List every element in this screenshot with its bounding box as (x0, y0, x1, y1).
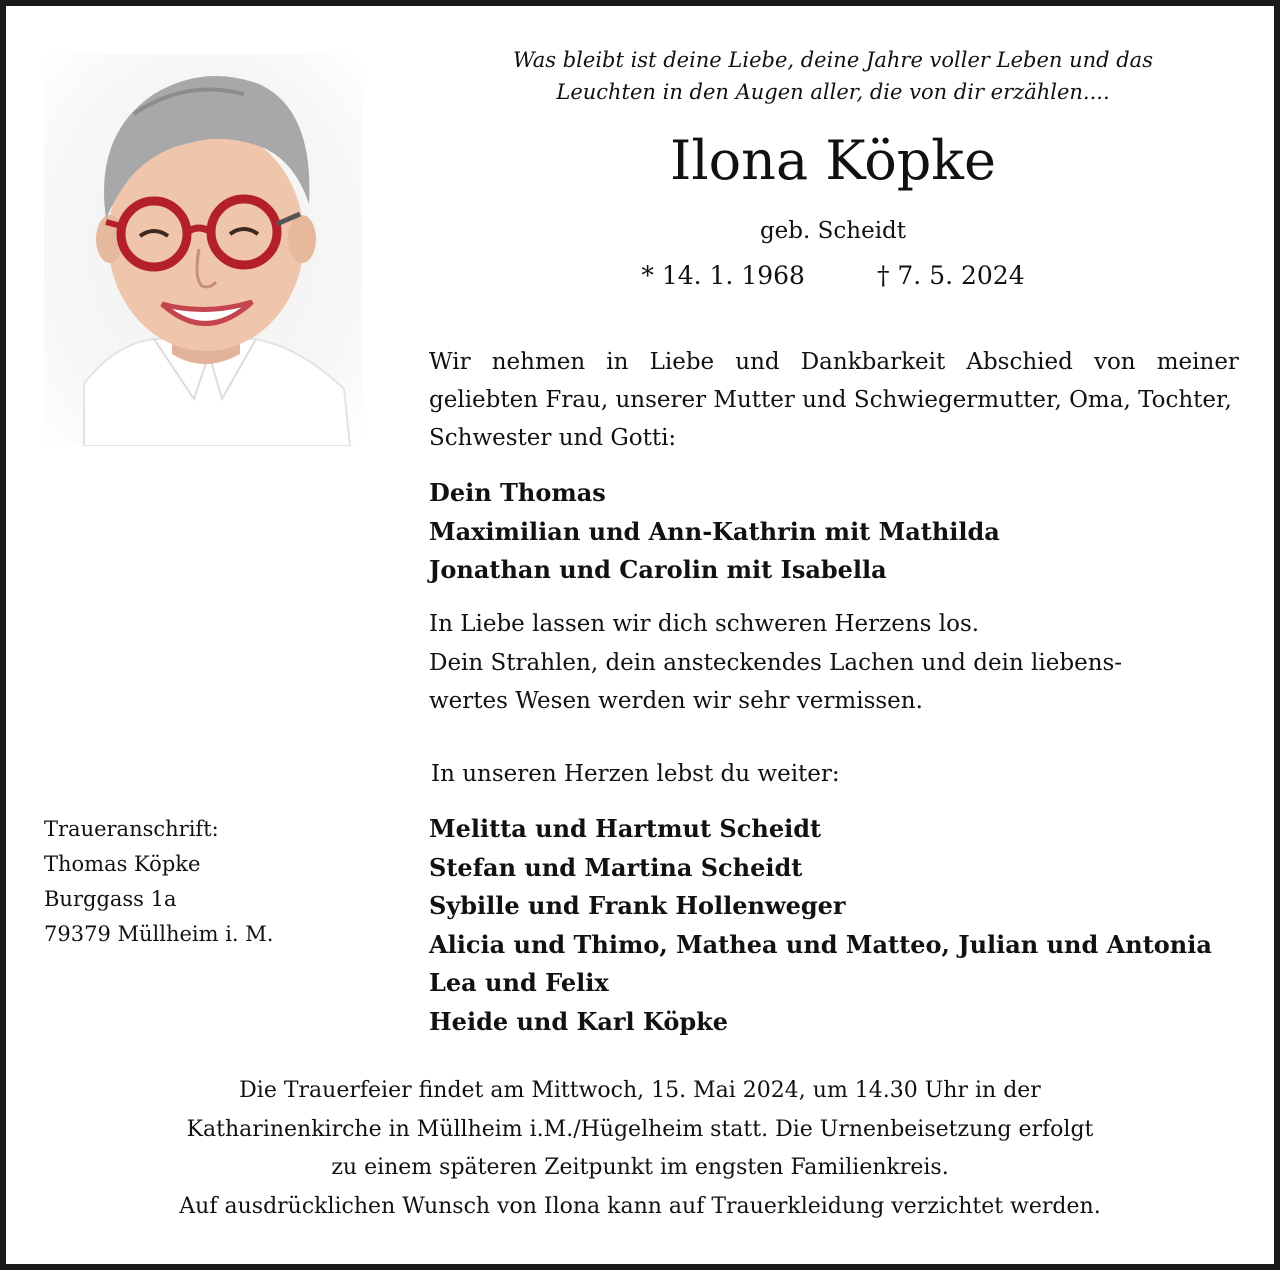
intro-word: Wir (429, 349, 471, 375)
family-entry: Stefan und Martina Scheidt (429, 852, 803, 882)
motto-quote (440, 44, 1226, 108)
life-dates (440, 258, 1226, 294)
family-entry: Jonathan und Carolin mit Isabella (429, 555, 887, 584)
family-list-close (429, 474, 1249, 590)
birth-name: geb. Scheidt (759, 218, 907, 244)
address-street: Burggass 1a (44, 887, 177, 911)
footer-line-2: Katharinenkirche in Müllheim i.M./Hügelheim statt. Die Urnenbeisetzung erfolgt (186, 1116, 1094, 1142)
intro-word: von (1093, 349, 1136, 375)
address-label: Traueranschrift: (44, 817, 219, 841)
motto-line-2: Leuchten in den Augen aller, die von dir erzählen.... (556, 80, 1110, 104)
family-entry: Lea und Felix (429, 968, 609, 997)
mourning-address (44, 812, 374, 952)
intro-paragraph (429, 343, 1239, 457)
family-entry: Maximilian und Ann-Kathrin mit Mathilda (429, 516, 1000, 546)
footer-line-1: Die Trauerfeier findet am Mittwoch, 15. Mai 2024, um 14.30 Uhr in der (239, 1078, 1041, 1103)
address-name: Thomas Köpke (44, 852, 201, 876)
farewell-line-1: In Liebe lassen wir dich schweren Herzens los. (429, 611, 980, 637)
intro-line-2: geliebten Frau, unserer Mutter und Schwiegermutter, Oma, Tochter, (429, 387, 1232, 413)
portrait-illustration (44, 54, 362, 446)
family-entry: Melitta und Hartmut Scheidt (429, 814, 822, 843)
intro-word: in (606, 349, 629, 375)
portrait-photo (44, 54, 362, 446)
intro-line-1 (429, 343, 1239, 381)
farewell-line-3: wertes Wesen werden wir sehr vermissen. (429, 688, 923, 714)
family-list-extended (429, 810, 1249, 1041)
family-entry: Dein Thomas (429, 478, 606, 507)
funeral-notice (60, 1072, 1220, 1226)
address-city: 79379 Müllheim i. M. (44, 922, 274, 946)
footer-line-4: Auf ausdrücklichen Wunsch von Ilona kann auf Trauerkleidung verzichtet werden. (179, 1193, 1101, 1219)
death-date: † 7. 5. 2024 (876, 261, 1025, 290)
farewell-line-2: Dein Strahlen, dein ansteckendes Lachen und dein liebens- (429, 649, 1123, 676)
intro-word: Dankbarkeit (800, 349, 946, 375)
deceased-name: Ilona Köpke (670, 129, 996, 192)
intro-word: meiner (1156, 349, 1239, 375)
family-entry: Alicia und Thimo, Mathea und Matteo, Julian und Antonia (429, 929, 1212, 959)
intro-word: Abschied (966, 349, 1073, 375)
motto-line-1: Was bleibt ist deine Liebe, deine Jahre voller Leben und das (513, 48, 1153, 72)
footer-line-3: zu einem späteren Zeitpunkt im engsten Familienkreis. (331, 1155, 949, 1180)
intro-word: Liebe (649, 349, 715, 375)
intro-word: nehmen (491, 349, 586, 375)
birth-date: * 14. 1. 1968 (641, 261, 805, 290)
intro-line-3: Schwester und Gotti: (429, 425, 677, 451)
intro-word: und (735, 349, 780, 375)
heart-line: In unseren Herzen lebst du weiter: (431, 761, 840, 787)
farewell-paragraph (429, 605, 1239, 721)
family-entry: Sybille und Frank Hollenweger (429, 891, 846, 920)
family-entry: Heide und Karl Köpke (429, 1006, 729, 1036)
